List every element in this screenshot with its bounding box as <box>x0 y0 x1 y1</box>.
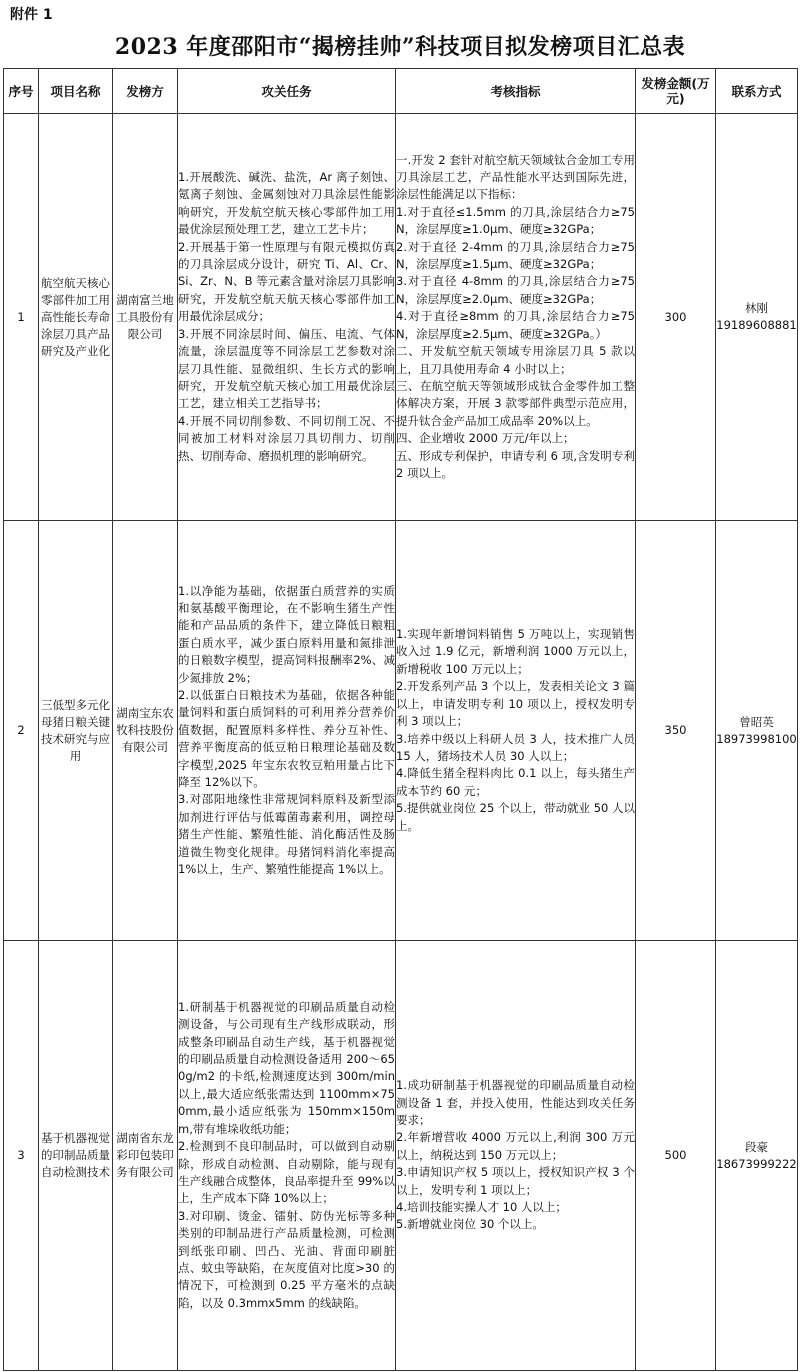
indicator-item: 3.培养中级以上科研人员 3 人，技术推广人员 15 人，猪场技术人员 30 人以上； <box>396 731 635 763</box>
indicator-item: 4.降低生猪全程料肉比 0.1 以上，每头猪生产成本节约 60 元； <box>396 766 635 798</box>
indicator-item: 二、开发航空航天领域专用涂层刀具 5 款以上，且刀具使用寿命 4 小时以上； <box>396 344 635 376</box>
contact-name: 段豪 <box>745 1139 768 1154</box>
indicator-item: 2.开发系列产品 3 个以上，发表相关论文 3 篇以上，申请发明专利 10 项以上，授权发明专利 3 项以上； <box>396 679 635 729</box>
indicator-item: 4.对于直径≥8mm 的刀具,涂层结合力≥75N，涂层厚度≥2.5μm、硬度≥32GPa。） <box>396 309 635 341</box>
indicator-item: 4.培训技能实操人才 10 人以上； <box>396 1200 567 1215</box>
task-item: 2.以低蛋白日粮技术为基础，依据各种能量饲料和蛋白质饲料的可利用养分营养价值数据，配置原料多样性、养分互补性、营养平衡度高的低豆粕日粮理论基础及数字模型,2025 年宝东农牧豆粕用量占比下降至 12%以下。 <box>178 687 395 790</box>
task-item: 3.开展不同涂层时间、偏压、电流、气体流量，涂层温度等不同涂层工艺参数对涂层刀具性能、显微组织、生长方式的影响研究，开发航空航天核心加工用最优涂层工艺，建立相关工艺指导书； <box>178 326 395 411</box>
tasks-cell <box>178 521 396 941</box>
project-name: 三低型多元化母猪日粮关键技术研究与应用 <box>39 521 113 941</box>
header-contact: 联系方式 <box>716 69 798 114</box>
indicators-cell <box>396 521 636 941</box>
task-item: 1.开展酸洗、碱洗、盐洗，Ar 离子刻蚀、氪离子刻蚀、金属刻蚀对刀具涂层性能影响研究，开发航空航天核心零部件加工用最优涂层预处理工艺，建立工艺卡片； <box>178 170 395 237</box>
task-item: 3.对邵阳地缘性非常规饲料原料及新型添加剂进行评估与低霉菌毒素利用，调控母猪生产性能、繁殖性能、消化酶活性及肠道微生物变化规律。母猪饲料消化率提高 1%以上，生产、繁殖性能提高 1%以上。 <box>178 792 395 877</box>
indicator-item: 1.实现年新增饲料销售 5 万吨以上，实现销售收入过 1.9 亿元，新增利润 1000 万元以上，新增税收 100 万元以上； <box>396 627 635 676</box>
header-name: 项目名称 <box>39 69 113 114</box>
contact-phone: 18673999222 <box>716 1156 797 1171</box>
tasks-cell <box>178 941 396 1371</box>
attachment-label: 附件 1 <box>10 7 53 23</box>
table-row <box>4 114 798 521</box>
contact-cell <box>716 114 798 521</box>
project-name: 航空航天核心零部件加工用高性能长寿命涂层刀具产品研究及产业化 <box>39 114 113 521</box>
contact-cell <box>716 941 798 1371</box>
indicator-item: 3.申请知识产权 5 项以上，授权知识产权 3 个以上，发明专利 1 项以上； <box>396 1165 635 1197</box>
header-tasks: 攻关任务 <box>178 69 396 114</box>
project-name: 基于机器视觉的印制品质量自动检测技术 <box>39 941 113 1371</box>
document-title: 2023 年度邵阳市“揭榜挂帅”科技项目拟发榜项目汇总表 <box>114 34 686 60</box>
indicator-item: 3.对于直径 4-8mm 的刀具,涂层结合力≥75N，涂层厚度≥2.0μm、硬度≥32GPa； <box>396 274 635 306</box>
indicators-cell <box>396 114 636 521</box>
indicator-item: 2.年新增营收 4000 万元以上,利润 300 万元以上，纳税达到 150 万元以上； <box>396 1130 635 1162</box>
amount-value: 500 <box>636 941 716 1371</box>
indicator-item: 1.成功研制基于机器视觉的印刷品质量自动检测设备 1 套，并投入使用，性能达到攻关任务要求； <box>396 1078 635 1127</box>
header-amount: 发榜金额(万元) <box>636 69 716 114</box>
indicator-item: 2.对于直径 2-4mm 的刀具,涂层结合力≥75N，涂层厚度≥1.5μm、硬度≥32GPa； <box>396 239 635 272</box>
task-item: 2.开展基于第一性原理与有限元模拟仿真的刀具涂层成分设计，研究 Ti、Al、Cr、Si、Zr、N、B 等元素含量对涂层刀具影响研究，开发航空航天航天核心零部件加工用最优涂层成分； <box>178 239 395 324</box>
project-summary-table <box>3 68 798 1371</box>
contact-cell <box>716 521 798 941</box>
contact-name: 林刚 <box>745 301 768 315</box>
issuer-name: 湖南富兰地工具股份有限公司 <box>113 114 178 521</box>
header-indicators: 考核指标 <box>396 69 636 114</box>
tasks-cell <box>178 114 396 521</box>
issuer-name: 湖南省东龙彩印包装印务有限公司 <box>113 941 178 1371</box>
contact-name: 曾昭英 <box>739 714 774 729</box>
indicator-item: 1.对于直径≤1.5mm 的刀具,涂层结合力≥75N，涂层厚度≥1.0μm、硬度≥32GPa； <box>396 204 635 237</box>
amount-value: 350 <box>636 521 716 941</box>
table-row <box>4 941 798 1371</box>
indicator-item: 一.开发 2 套针对航空航天领域钛合金加工专用刀具涂层工艺，产品性能水平达到国际先进，涂层性能满足以下指标： <box>396 152 635 202</box>
amount-value: 300 <box>636 114 716 521</box>
indicators-cell <box>396 941 636 1371</box>
task-item: 3.对印刷、烫金、镭射、防伪光标等多种类别的印制品进行产品质量检测，可检测到纸张印刷、凹凸、光油、背面印刷脏点、蚊虫等缺陷，在灰度值对比度>30 的情况下，可检测到 0.25 平方毫米的点缺陷，以及 0.3mmx5mm 的线缺陷。 <box>178 1208 395 1310</box>
row-no: 2 <box>4 521 39 941</box>
header-row <box>4 69 798 114</box>
indicator-item: 三、在航空航天等领域形成钛合金零件加工整体解决方案，开展 3 款零部件典型示范应用，提升钛合金产品加工成品率 20%以上。 <box>396 378 635 428</box>
header-issuer: 发榜方 <box>113 69 178 114</box>
task-item: 1.研制基于机器视觉的印刷品质量自动检测设备，与公司现有生产线形成联动，形成整条印刷品自动生产线，基于机器视觉的印刷品质量自动检测设备适用 200～650g/m2 的卡纸,检测速度达到 300m/min 以上,最大适应纸张需达到 1100mm×750mm,最小适应纸张为 150mm×150mm,带有堆垛收纸功能； <box>178 999 395 1136</box>
indicator-item: 四、企业增收 2000 万元/年以上； <box>396 431 575 446</box>
indicator-item: 五、形成专利保护，申请专利 6 项,含发明专利 2 项以上。 <box>396 448 635 480</box>
task-item: 4.开展不同切削参数、不同切削工况、不同被加工材料对涂层刀具切削力、切削热、切削寿命、磨损机理的影响研究。 <box>178 413 395 463</box>
contact-phone: 18973998100 <box>716 731 797 746</box>
issuer-name: 湖南宝东农牧科技股份有限公司 <box>113 521 178 941</box>
contact-phone: 19189608881 <box>716 318 797 332</box>
task-item: 1.以净能为基础，依据蛋白质营养的实质和氨基酸平衡理论，在不影响生猪生产性能和产品品质的条件下，建立降低日粮粗蛋白质水平，减少蛋白原料用量和氮排泄的日粮数字模型，提高饲料报酬率2%、减少氮排放 2%； <box>178 583 395 685</box>
indicator-item: 5.提供就业岗位 25 个以上，带动就业 50 人以上。 <box>396 801 635 833</box>
header-no: 序号 <box>4 69 39 114</box>
row-no: 3 <box>4 941 39 1371</box>
indicator-item: 5.新增就业岗位 30 个以上。 <box>396 1217 544 1232</box>
table-row <box>4 521 798 941</box>
task-item: 2.检测到不良印制品时，可以做到自动剔除，形成自动检测、自动剔除，能与现有生产线融合成整体，良品率提升至 99%以上，生产成本下降 10%以上； <box>178 1139 395 1206</box>
row-no: 1 <box>4 114 39 521</box>
